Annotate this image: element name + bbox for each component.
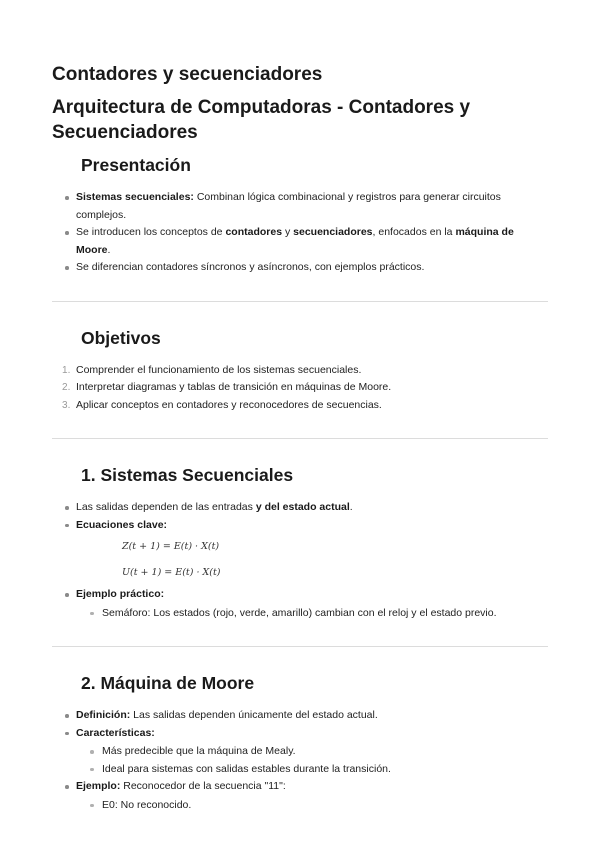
list-item: Interpretar diagramas y tablas de transición en máquinas de Moore. — [76, 381, 392, 393]
list-item — [52, 586, 548, 622]
list-item — [52, 189, 548, 224]
list-item — [52, 499, 548, 517]
item-text: Reconocedor de la secuencia "11": — [120, 780, 286, 792]
sub-list-item: Semáforo: Los estados (rojo, verde, amarillo) cambian con el reloj y el estado previo. — [76, 605, 548, 623]
item-text: . — [349, 501, 353, 513]
item-text: Se diferencian contadores síncronos y asíncronos, con ejemplos prácticos. — [76, 261, 425, 273]
list-item — [52, 707, 548, 725]
document-title: Contadores y secuenciadores — [52, 64, 323, 85]
moore-list — [52, 707, 548, 814]
item-label: Ejemplo práctico: — [76, 588, 165, 600]
objetivos-list — [52, 362, 548, 415]
item-label: Ejemplo: — [76, 780, 121, 792]
list-item — [52, 517, 548, 581]
list-item — [52, 725, 548, 779]
item-label: Sistemas secuenciales: — [76, 191, 194, 203]
presentacion-list — [52, 189, 548, 277]
item-label: Ecuaciones clave: — [76, 518, 168, 531]
sub-list — [76, 743, 548, 778]
section-heading-sistemas: 1. Sistemas Secuenciales — [81, 465, 294, 485]
item-text: y — [282, 226, 294, 238]
sub-list — [76, 797, 548, 815]
list-item: Aplicar conceptos en contadores y reconocedores de secuencias. — [76, 398, 382, 411]
section-heading-presentacion: Presentación — [81, 155, 191, 175]
section-divider — [52, 438, 548, 439]
item-bold: secuenciadores — [293, 226, 373, 238]
item-text: , enfocados en la — [372, 226, 456, 238]
equation-u: U(t + 1) = E(t) · X(t) — [122, 567, 221, 578]
item-label: Características: — [76, 726, 155, 739]
sub-list-item: E0: No reconocido. — [76, 797, 548, 815]
sub-list-item: Ideal para sistemas con salidas estables durante la transición. — [76, 761, 548, 779]
item-text: Las salidas dependen de las entradas — [76, 501, 256, 513]
list-item — [52, 224, 548, 259]
section-heading-moore: 2. Máquina de Moore — [81, 673, 255, 693]
document-subtitle: Arquitectura de Computadoras - Contadores y Secuenciadores — [52, 97, 471, 143]
item-bold: y del estado actual — [255, 501, 350, 513]
list-item — [52, 778, 548, 814]
list-item — [52, 259, 548, 277]
equation-z: Z(t + 1) = E(t) · X(t) — [122, 541, 220, 552]
document-page — [52, 62, 548, 814]
item-bold: contadores — [225, 226, 283, 238]
section-divider — [52, 301, 548, 302]
sub-list-item: Más predecible que la máquina de Mealy. — [76, 743, 548, 761]
item-text: Las salidas dependen únicamente del estado actual. — [130, 709, 378, 721]
section-heading-objetivos: Objetivos — [81, 327, 161, 348]
item-label: Definición: — [76, 709, 131, 721]
item-text: Se introducen los conceptos de — [76, 226, 226, 238]
item-text: . — [107, 243, 111, 256]
item-bold: máquina de Moore — [76, 226, 514, 256]
sub-list — [76, 605, 548, 623]
sistemas-list — [52, 499, 548, 622]
item-text: Combinan lógica combinacional y registros para generar circuitos complejos. — [76, 191, 501, 221]
section-divider — [52, 646, 548, 647]
list-item: Comprender el funcionamiento de los sistemas secuenciales. — [76, 363, 362, 376]
